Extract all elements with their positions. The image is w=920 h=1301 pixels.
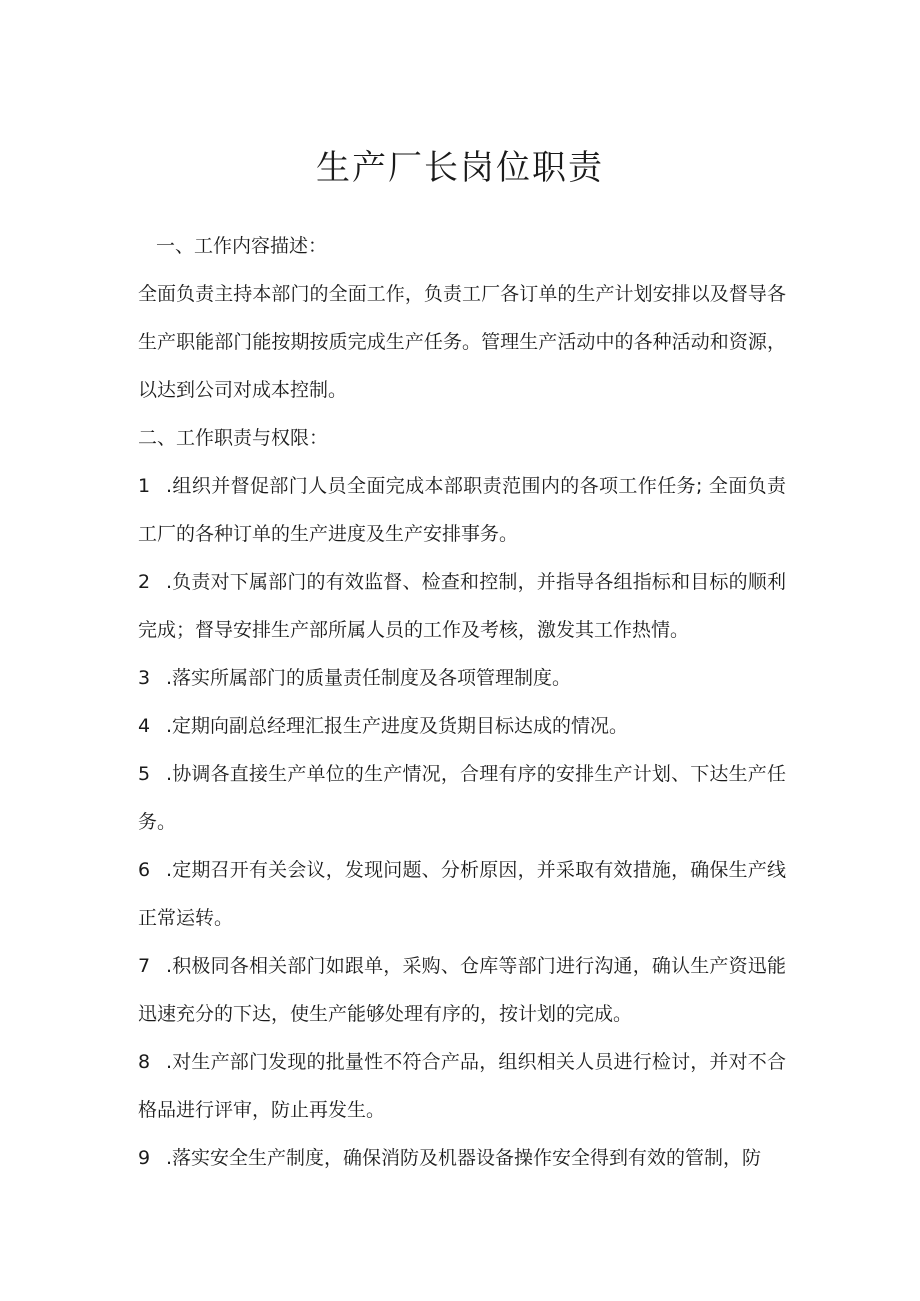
item-number: 5 [138, 763, 151, 785]
item-number: 8 [138, 1051, 151, 1073]
list-item [138, 558, 786, 654]
list-item [138, 462, 786, 558]
item-text: .协调各直接生产单位的生产情况，合理有序的安排生产计划、下达生产任务。 [138, 763, 786, 833]
list-item [138, 1134, 786, 1182]
item-text: .积极同各相关部门如跟单，采购、仓库等部门进行沟通，确认生产资迅能迅速充分的下达，使生产能够处理有序的，按计划的完成。 [138, 955, 786, 1025]
document-body [138, 222, 786, 1182]
item-text: .落实安全生产制度，确保消防及机器设备操作安全得到有效的管制，防 [166, 1147, 762, 1169]
list-item [138, 654, 786, 702]
item-number: 6 [138, 859, 151, 881]
item-text: .负责对下属部门的有效监督、检查和控制，并指导各组指标和目标的顺利完成；督导安排生产部所属人员的工作及考核，激发其工作热情。 [138, 571, 786, 641]
page-title: 生产厂长岗位职责 [316, 148, 604, 188]
item-text: .定期向副总经理汇报生产进度及货期目标达成的情况。 [166, 715, 629, 737]
item-number: 9 [138, 1147, 151, 1169]
list-item [138, 942, 786, 1038]
item-number: 4 [138, 715, 151, 737]
item-number: 2 [138, 571, 151, 593]
item-number: 7 [138, 955, 151, 977]
list-item [138, 750, 786, 846]
section-1-paragraph: 全面负责主持本部门的全面工作，负责工厂各订单的生产计划安排以及督导各生产职能部门能按期按质完成生产任务。管理生产活动中的各种活动和资源，以达到公司对成本控制。 [138, 283, 786, 401]
item-text: .对生产部门发现的批量性不符合产品，组织相关人员进行检讨，并对不合格品进行评审，防止再发生。 [138, 1051, 786, 1121]
list-item [138, 846, 786, 942]
item-text: .组织并督促部门人员全面完成本部职责范围内的各项工作任务; 全面负责工厂的各种订单的生产进度及生产安排事务。 [138, 475, 786, 545]
section-heading-1: 一、工作内容描述： [156, 235, 328, 257]
item-text: .定期召开有关会议，发现问题、分析原因，并采取有效措施，确保生产线正常运转。 [138, 859, 786, 929]
item-number: 3 [138, 667, 151, 689]
item-number: 1 [138, 475, 151, 497]
item-text: .落实所属部门的质量责任制度及各项管理制度。 [166, 667, 572, 689]
list-item [138, 1038, 786, 1134]
section-heading-2: 二、工作职责与权限： [138, 427, 329, 449]
list-item [138, 702, 786, 750]
